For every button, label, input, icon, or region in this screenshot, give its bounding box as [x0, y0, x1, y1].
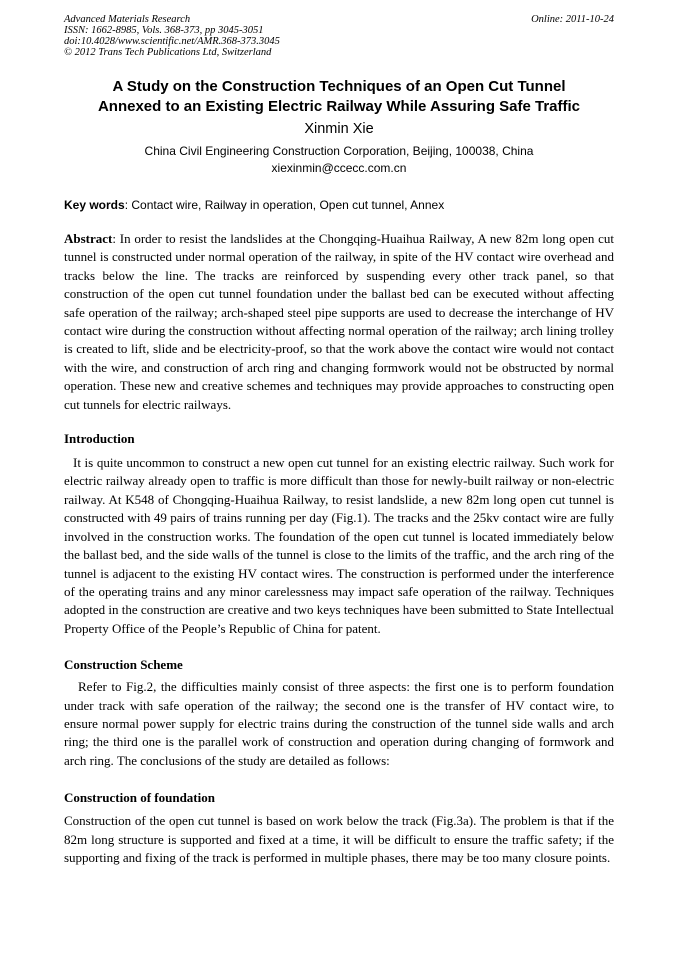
title-line-1: A Study on the Construction Techniques of an Open Cut Tunnel [112, 78, 566, 95]
affiliation-block [64, 143, 614, 177]
doi-line: doi:10.4028/www.scientific.net/AMR.368-373.3045 [64, 36, 280, 47]
scheme-heading: Construction Scheme [64, 657, 183, 673]
abstract-label: Abstract [64, 231, 113, 246]
keywords-label: Key words [64, 198, 125, 212]
paper-page [64, 14, 614, 867]
scheme-paragraph: Refer to Fig.2, the difficulties mainly consist of three aspects: the first one is to perform foundation under track with safe operation of the railway; the second one is the transfer of HV contact wire, to ensure normal power supply for electric trains during the construction of the tunnel side walls and arch ring; the third one is the parallel work of construction and operation during changing of formwork and arch ring. The conclusions of the study are detailed as follows: [64, 679, 614, 768]
journal-name: Advanced Materials Research [64, 14, 191, 25]
copyright-line: © 2012 Trans Tech Publications Ltd, Switzerland [64, 47, 272, 58]
journal-header [64, 14, 614, 58]
abstract [64, 230, 614, 414]
foundation-heading: Construction of foundation [64, 790, 215, 806]
abstract-text: : In order to resist the landslides at the Chongqing-Huaihua Railway, A new 82m long open cut tunnel is constructed under normal operation of the railway, in spite of the HV contact wire overhead and tracks below the line. The tracks are reinforced by suspending every other track panel, so that construction of the open cut tunnel foundation under the ballast bed can be executed without affecting safe operation of the railway; arch-shaped steel pipe supports are used to decrease the interchange of HV contact wire during the construction without affecting normal operation of the railway; arch lining trolley is created to lift, slide and be electricity-proof, so that the work above the contact wire would not contact with the wire, and construction of arch ring and changing formwork would not be obstructed by normal operation. These new and creative schemes and techniques may provide approaches to constructing open cut tunnels for electric railways. [64, 231, 614, 412]
author-name: Xinmin Xie [304, 121, 374, 137]
keywords [64, 197, 614, 213]
foundation-paragraph: Construction of the open cut tunnel is based on work below the track (Fig.3a). The problem is that if the 82m long structure is supported and fixed at a time, it will be difficult to ensure the traffic safety; if the supporting and fixing of the track is performed in multiple phases, there may be too many closure points. [64, 813, 614, 865]
issn-line: ISSN: 1662-8985, Vols. 368-373, pp 3045-3051 [64, 25, 264, 36]
online-date: Online: 2011-10-24 [531, 14, 614, 25]
author-email: xiexinmin@ccecc.com.cn [271, 161, 407, 175]
keywords-text: : Contact wire, Railway in operation, Open cut tunnel, Annex [124, 198, 445, 212]
affiliation: China Civil Engineering Construction Corporation, Beijing, 100038, China [144, 144, 534, 158]
title-line-2: Annexed to an Existing Electric Railway While Assuring Safe Traffic [97, 98, 581, 115]
paper-title [64, 77, 614, 117]
introduction-heading: Introduction [64, 431, 135, 447]
introduction-paragraph: It is quite uncommon to construct a new open cut tunnel for an existing electric railway. Such work for electric railway already open to traffic is more difficult than those for newly-built railway or non-electric railway. At K548 of Chongqing-Huaihua Railway, to resist landslide, a new 82m long open cut tunnel is constructed with 49 pairs of trains running per day (Fig.1). The tracks and the 25kv contact wire are fully involved in the construction works. The foundation of the open cut tunnel is located immediately below the ballast bed, and the side walls of the tunnel is close to the limits of the traffic, and the arch ring of the tunnel is adjacent to the existing HV contact wires. The construction is performed under the interference of the operating trains and any minor carelessness may impact safe operation of the railway. Techniques adopted in the construction are creative and two keys techniques have been submitted to State Intellectual Property Office of the People’s Republic of China for patent. [64, 455, 614, 636]
